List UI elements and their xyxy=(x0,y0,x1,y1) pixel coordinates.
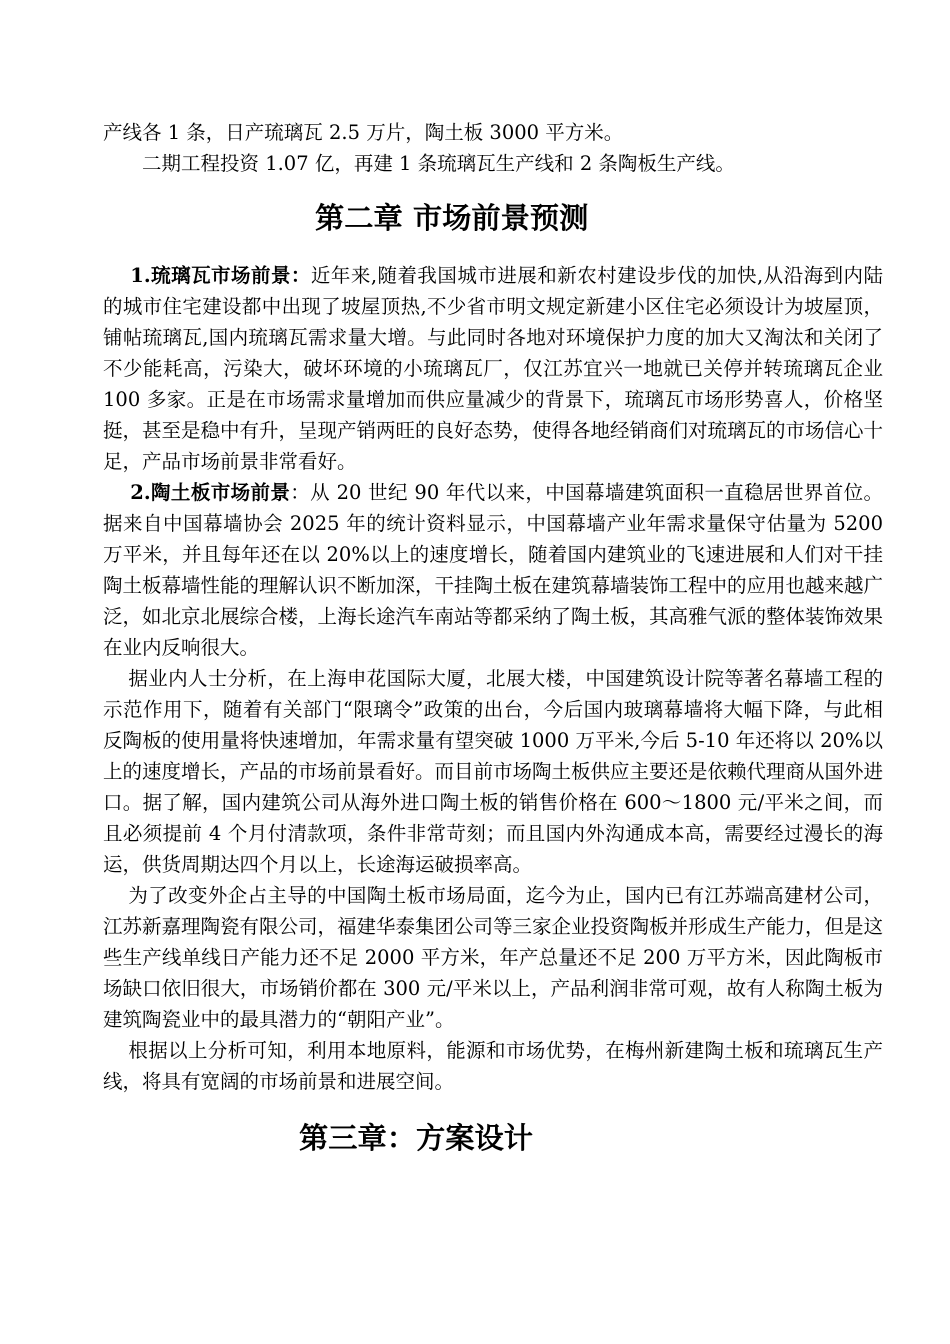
paragraph-lead-glazed-tile: 1.琉璃瓦市场前景： xyxy=(130,264,311,287)
paragraph-body-glazed-tile: 近年来,随着我国城市进展和新农村建设步伐的加快,从沿海到内陆的城市住宅建设都中出现了坡屋顶热,不少省市明文规定新建小区住宅必须设计为坡屋顶，铺帖琉璃瓦,国内琉璃瓦需求量大增。与此同时各地对环境保护力度的加大又淘汰和关闭了不少能耗高，污染大，破坏环境的小琉璃瓦厂，仅江苏宜兴一地就已关停并转琉璃瓦企业 100 多家。正是在市场需求量增加而供应量减少的背景下，琉璃瓦市场形势喜人，价格坚挺，甚至是稳中有升，呈现产销两旺的良好态势，使得各地经销商们对琉璃瓦的市场信心十足，产品市场前景非常看好。 xyxy=(103,264,884,473)
paragraph-terracotta-market xyxy=(103,477,883,663)
spacer xyxy=(103,234,883,260)
paragraph-conclusion: 根据以上分析可知，利用本地原料，能源和市场优势，在梅州新建陶土板和琉璃瓦生产线，将具有宽阔的市场前景和进展空间。 xyxy=(103,1039,883,1093)
intro-line-2: 二期工程投资 1.07 亿，再建 1 条琉璃瓦生产线和 2 条陶板生产线。 xyxy=(142,152,735,175)
document-page xyxy=(103,117,883,1154)
paragraph-lead-terracotta: 2.陶土板市场前景 xyxy=(130,481,291,504)
paragraph-industry-analysis: 据业内人士分析，在上海申花国际大厦，北展大楼，中国建筑设计院等著名幕墙工程的示范作用下，随着有关部门“限璃令”政策的出台，今后国内玻璃幕墙将大幅下降，与此相反陶板的使用量将快速增加，年需求量有望突破 1000 万平米,今后 5-10 年还将以 20%以上的速度增长，产品的市场前景看好。而目前市场陶土板供应主要还是依赖代理商从国外进口。据了解，国内建筑公司从海外进口陶土板的销售价格在 600～1800 元/平米之间，而且必须提前 4 个月付清款项，条件非常苛刻；而且国内外沟通成本高，需要经过漫长的海运，供货周期达四个月以上，长途海运破损率高。 xyxy=(103,667,884,876)
paragraph-glazed-tile-market xyxy=(103,260,883,477)
chapter-2-title: 第二章 市场前景预测 xyxy=(315,201,589,235)
chapter-3-title: 第三章：方案设计 xyxy=(299,1121,533,1155)
paragraph-body-terracotta: ：从 20 世纪 90 年代以来，中国幕墙建筑面积一直稳居世界首位。据来自中国幕墙协会 2025 年的统计资料显示，中国幕墙产业年需求量保守估量为 5200 万平米，并且每年还在以 20%以上的速度增长，随着国内建筑业的飞速进展和人们对干挂陶土板幕墙性能的理解认识不断加深，干挂陶土板在建筑幕墙装饰工程中的应用也越来越广泛，如北京北展综合楼，上海长途汽车南站等都采纳了陶土板，其高雅气派的整体装饰效果在业内反响很大。 xyxy=(103,481,884,659)
intro-line-1: 产线各 1 条，日产琉璃瓦 2.5 万片，陶土板 3000 平方米。 xyxy=(103,121,624,144)
paragraph-domestic-producers: 为了改变外企占主导的中国陶土板市场局面，迄今为止，国内已有江苏端高建材公司，江苏新嘉理陶瓷有限公司，福建华泰集团公司等三家企业投资陶板并形成生产能力，但是这些生产线单线日产能力还不足 2000 平方米，年产总量还不足 200 万平方米，因此陶板市场缺口依旧很大，市场销价都在 300 元/平米以上，产品利润非常可观，故有人称陶土板为建筑陶瓷业中的最具潜力的“朝阳产业”。 xyxy=(103,884,884,1031)
